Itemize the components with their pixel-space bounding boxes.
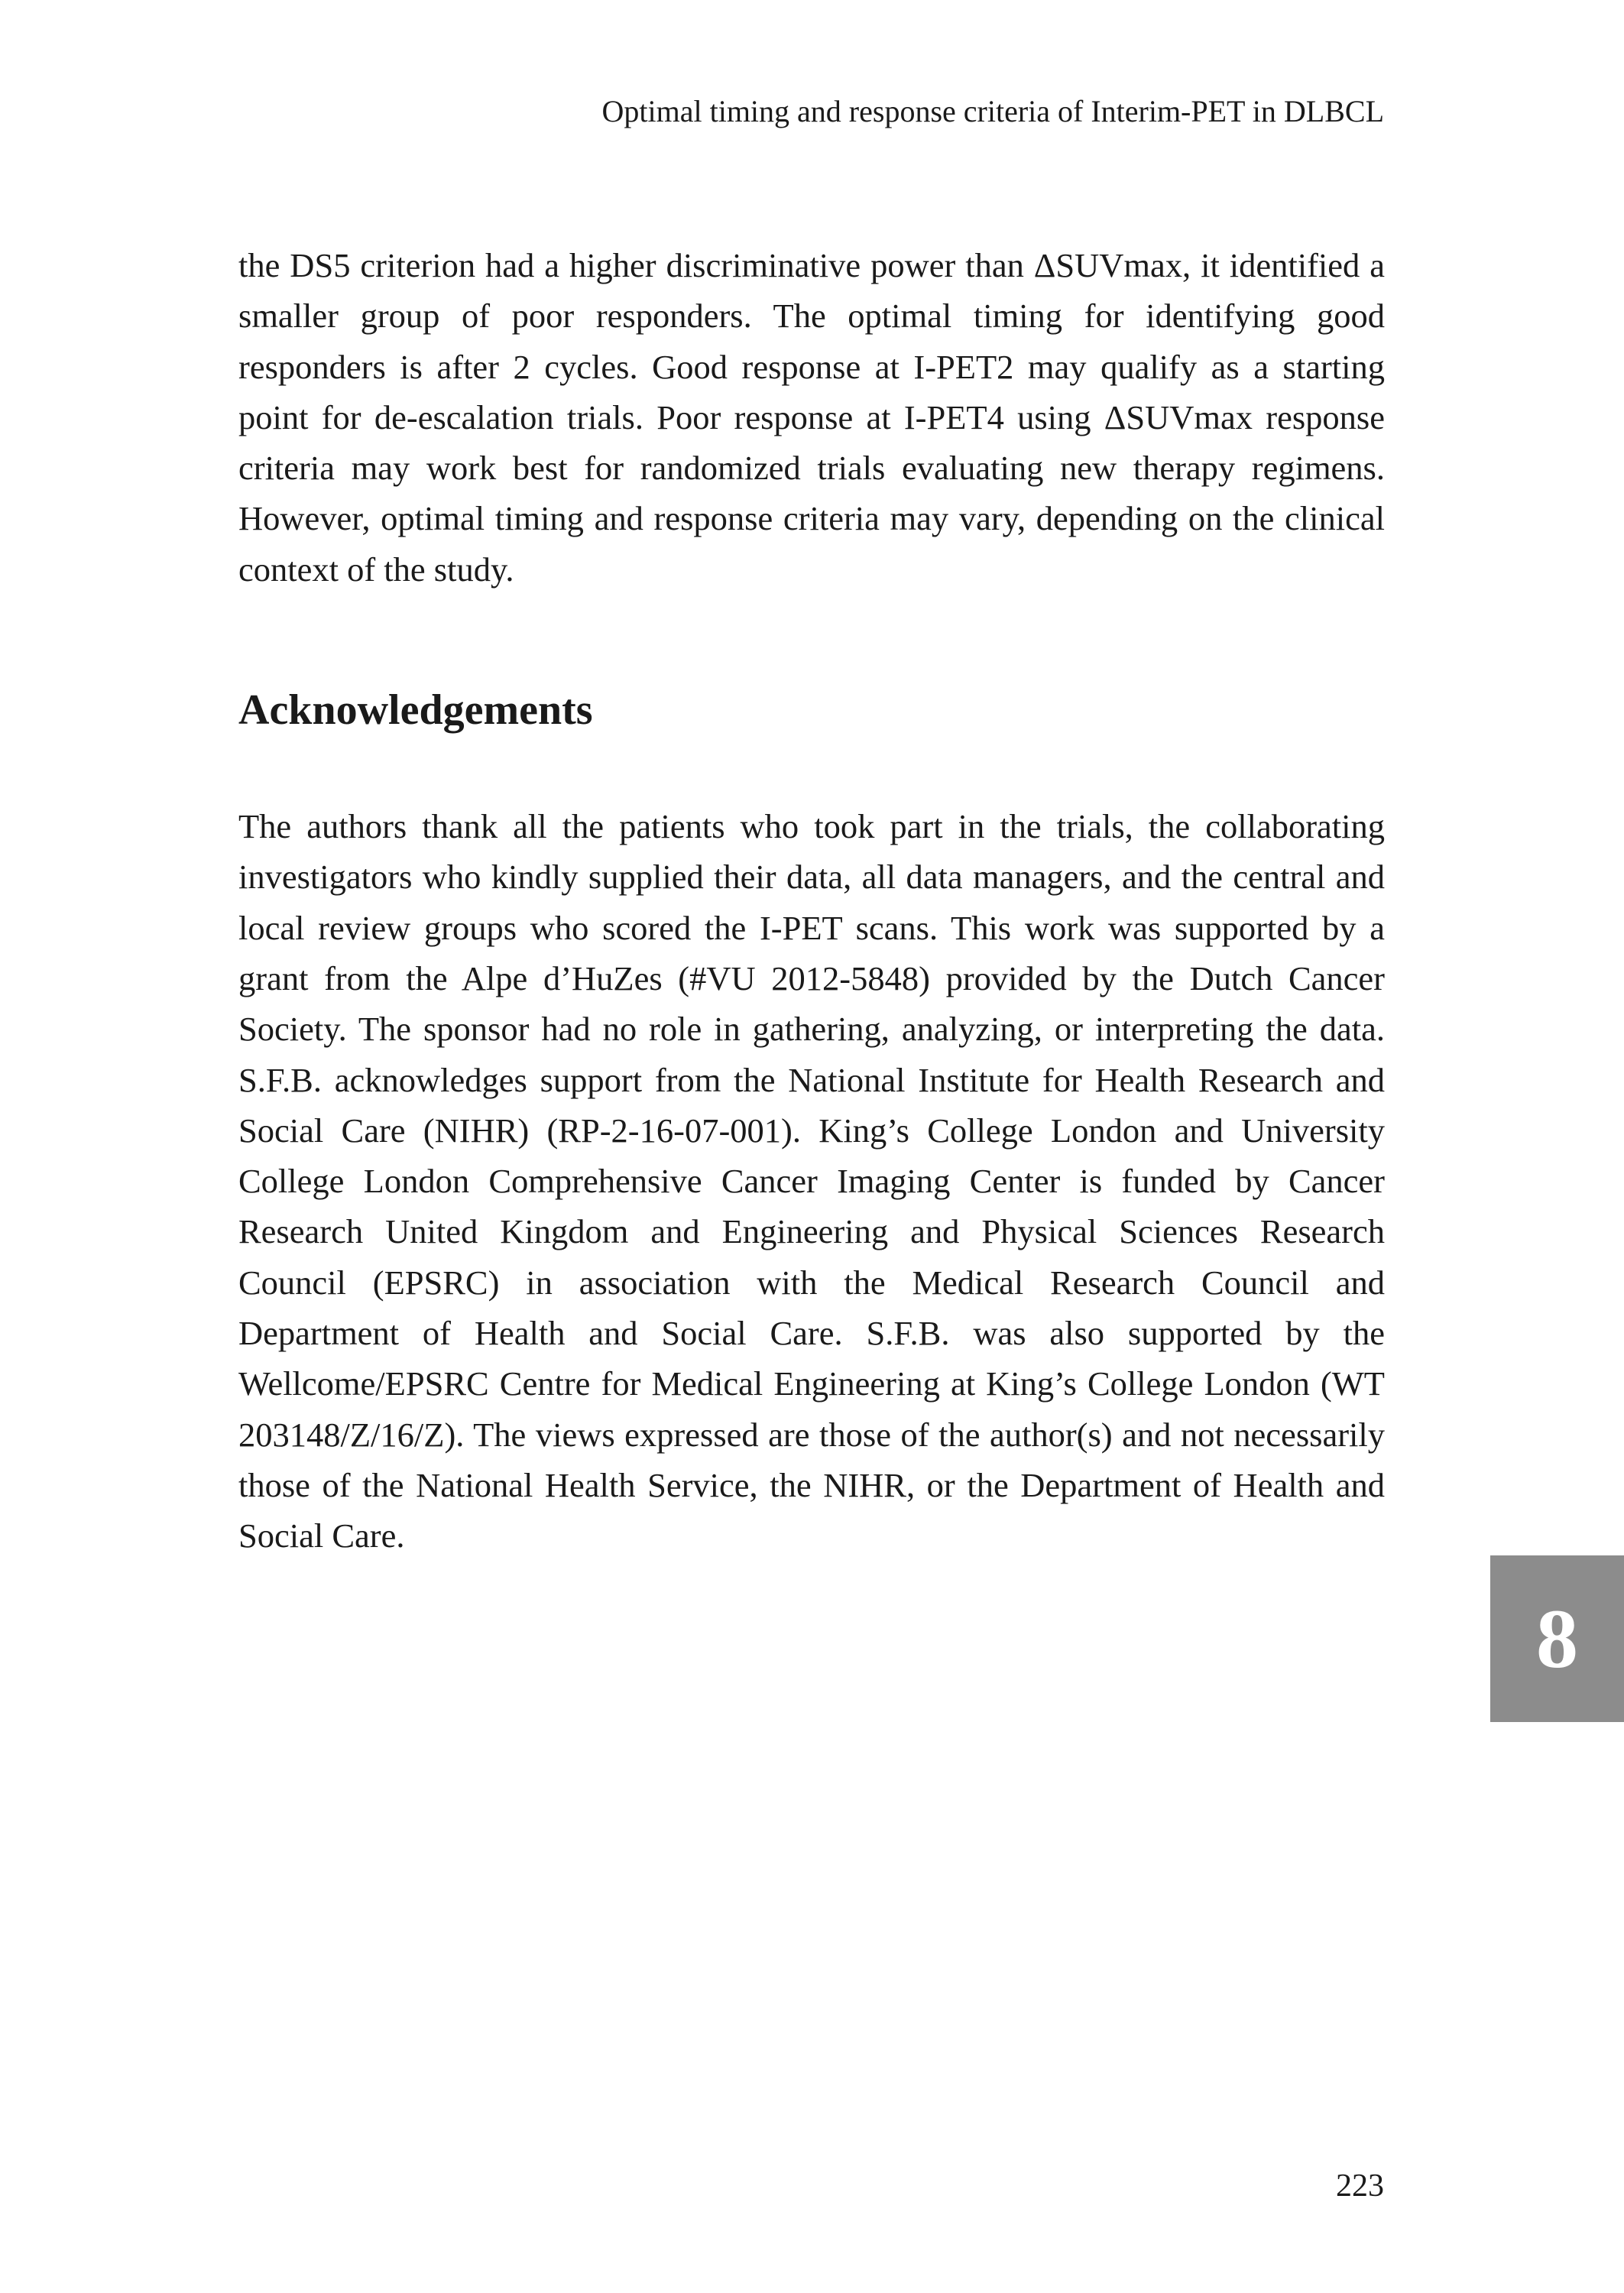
page-content	[238, 240, 1385, 1562]
chapter-number: 8	[1536, 1592, 1578, 1685]
running-header: Optimal timing and response criteria of Interim-PET in DLBCL	[601, 94, 1384, 128]
acknowledgements-paragraph: The authors thank all the patients who took part in the trials, the collaborating investigators who kindly supplied their data, all data managers, and the central and local review groups who scored the I-PET scans. This work was supported by a grant from the Alpe d’HuZes (#VU 2012-5848) provided by the Dutch Cancer Society. The sponsor had no role in gathering, analyzing, or interpreting the data. S.F.B. acknowledges support from the National Institute for Health Research and Social Care (NIHR) (RP-2-16-07-001). King’s College London and University College London Comprehensive Cancer Imaging Center is funded by Cancer Research United Kingdom and Engineering and Physical Sciences Research Council (EPSRC) in association with the Medical Research Council and Department of Health and Social Care. S.F.B. was also supported by the Wellcome/EPSRC Centre for Medical Engineering at King’s College London (WT 203148/Z/16/Z). The views expressed are those of the author(s) and not necessarily those of the National Health Service, the NIHR, or the Department of Health and Social Care.	[238, 807, 1385, 1555]
intro-paragraph: the DS5 criterion had a higher discriminative power than ΔSUVmax, it identified a smaller group of poor responders. The optimal timing for identifying good responders is after 2 cycles. Good response at I-PET2 may qualify as a starting point for de-escalation trials. Poor response at I-PET4 using ΔSUVmax response criteria may work best for randomized trials evaluating new therapy regimens. However, optimal timing and response criteria may vary, depending on the clinical context of the study.	[238, 246, 1385, 589]
chapter-tab	[1490, 1555, 1624, 1722]
acknowledgements-heading: Acknowledgements	[238, 686, 593, 735]
page-number: 223	[1336, 2168, 1384, 2204]
